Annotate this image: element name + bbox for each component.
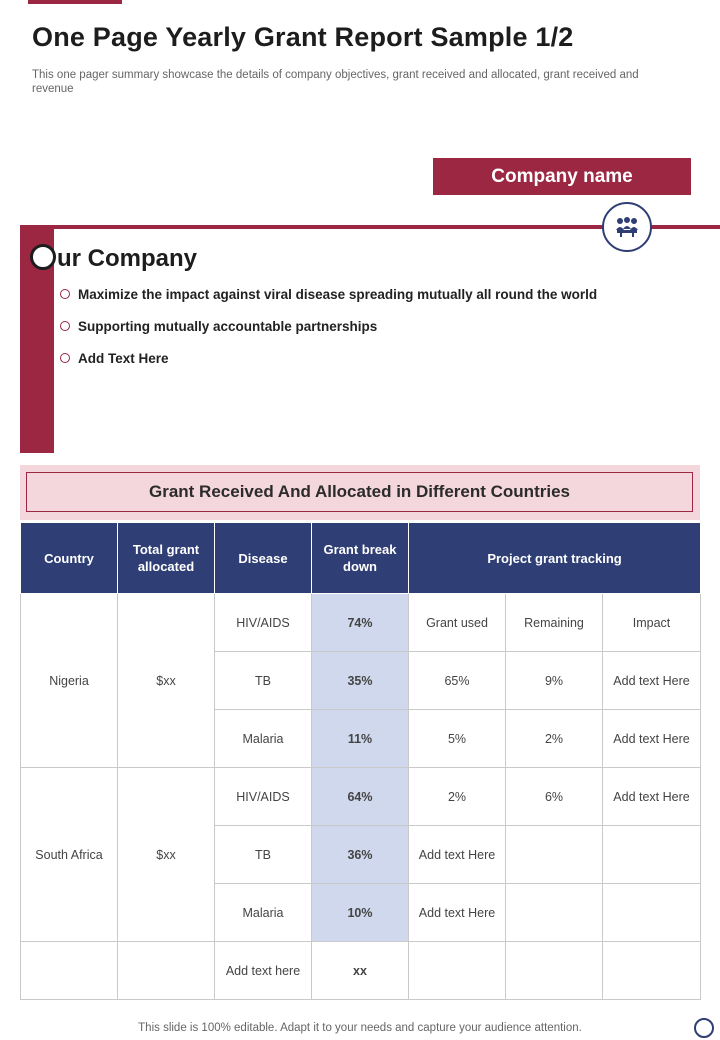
page-title: One Page Yearly Grant Report Sample 1/2: [32, 22, 574, 52]
heading-o-ring-icon: [30, 244, 56, 270]
header-total-grant: Total grant allocated: [118, 523, 215, 594]
list-item: Add Text Here: [60, 350, 597, 366]
header-project-tracking: Project grant tracking: [409, 523, 701, 594]
disease-cell: Add text here: [215, 942, 312, 1000]
list-item: Supporting mutually accountable partnerships: [60, 318, 597, 334]
disease-cell: HIV/AIDS: [215, 594, 312, 652]
table-header-row: [21, 523, 701, 594]
footer-note: This slide is 100% editable. Adapt it to your needs and capture your audience attention.: [138, 1022, 582, 1034]
tracking-cell: [603, 884, 701, 942]
disease-cell: Malaria: [215, 884, 312, 942]
header-grant-breakdown: Grant break down: [312, 523, 409, 594]
tracking-cell: [506, 884, 603, 942]
country-cell: Nigeria: [21, 594, 118, 768]
tracking-cell: 65%: [409, 652, 506, 710]
tracking-cell: Impact: [603, 594, 701, 652]
disease-cell: TB: [215, 826, 312, 884]
top-accent-bar: [28, 0, 122, 4]
grant-table: [20, 522, 701, 1000]
list-item: Maximize the impact against viral disease spreading mutually all round the world: [60, 286, 597, 302]
tracking-cell: 2%: [409, 768, 506, 826]
tracking-cell: 9%: [506, 652, 603, 710]
tracking-cell: [603, 826, 701, 884]
meeting-people-icon: [602, 202, 652, 252]
country-cell: South Africa: [21, 768, 118, 942]
page-subtitle: This one pager summary showcase the details of company objectives, grant received and allocated, grant received and revenue: [32, 69, 639, 95]
total-cell: $xx: [118, 768, 215, 942]
corner-ring-icon: [694, 1018, 714, 1038]
tracking-cell: [506, 826, 603, 884]
tracking-cell: Add text Here: [603, 768, 701, 826]
breakdown-cell: 74%: [312, 594, 409, 652]
tracking-cell: Add text Here: [603, 710, 701, 768]
tracking-cell: 6%: [506, 768, 603, 826]
empty-cell: [21, 942, 118, 1000]
total-cell: $xx: [118, 594, 215, 768]
heading-text: ur Company: [57, 245, 198, 272]
bullet-circle-icon: [60, 353, 70, 363]
disease-cell: Malaria: [215, 710, 312, 768]
table-row: [21, 942, 701, 1000]
header-disease: Disease: [215, 523, 312, 594]
empty-cell: [409, 942, 506, 1000]
empty-cell: [506, 942, 603, 1000]
breakdown-cell: xx: [312, 942, 409, 1000]
tracking-cell: 5%: [409, 710, 506, 768]
our-company-heading: [30, 244, 197, 273]
table-row: [21, 768, 701, 826]
breakdown-cell: 11%: [312, 710, 409, 768]
tracking-cell: Add text Here: [409, 884, 506, 942]
objectives-list: [60, 286, 597, 382]
tracking-cell: Add text Here: [603, 652, 701, 710]
breakdown-cell: 64%: [312, 768, 409, 826]
disease-cell: TB: [215, 652, 312, 710]
company-name-badge: Company name: [433, 158, 691, 195]
empty-cell: [118, 942, 215, 1000]
disease-cell: HIV/AIDS: [215, 768, 312, 826]
tracking-cell: Remaining: [506, 594, 603, 652]
table-row: [21, 594, 701, 652]
bullet-circle-icon: [60, 321, 70, 331]
tracking-cell: Grant used: [409, 594, 506, 652]
tracking-cell: 2%: [506, 710, 603, 768]
breakdown-cell: 36%: [312, 826, 409, 884]
header-country: Country: [21, 523, 118, 594]
empty-cell: [603, 942, 701, 1000]
breakdown-cell: 35%: [312, 652, 409, 710]
tracking-cell: Add text Here: [409, 826, 506, 884]
grant-section-title: Grant Received And Allocated in Different Countries: [26, 472, 693, 512]
bullet-circle-icon: [60, 289, 70, 299]
breakdown-cell: 10%: [312, 884, 409, 942]
